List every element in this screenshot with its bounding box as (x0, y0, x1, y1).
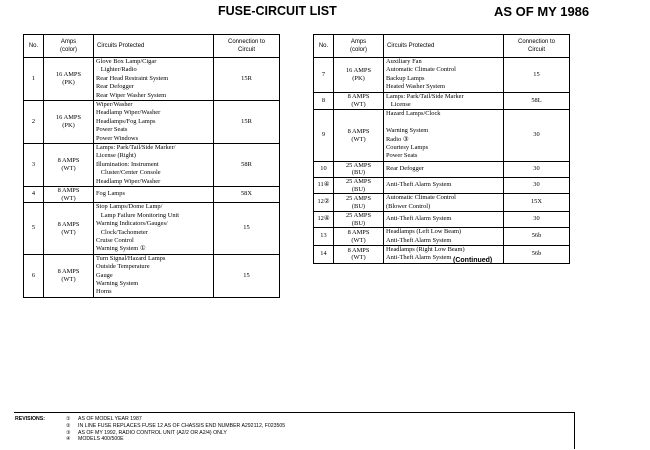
connection-to-circuit: 15R (214, 101, 280, 144)
connection-to-circuit: 15X (504, 194, 570, 212)
fuse-amps: 25 AMPS (BU) (334, 161, 384, 177)
circuit-line: Anti-Theft Alarm System (386, 215, 452, 223)
revision-text: AS OF MY 1992, RADIO CONTROL UNIT (A2/2 OR A2/4) ONLY (78, 429, 227, 436)
fuse-amps: 16 AMPS (PK) (44, 58, 94, 101)
circuits-protected (94, 101, 214, 144)
fuse-number: 12② (314, 194, 334, 212)
circuit-line: Power Seats (96, 126, 128, 134)
fuse-amps: 8 AMPS (WT) (44, 203, 94, 254)
revision-item (66, 416, 285, 423)
circuits-protected (384, 110, 504, 161)
circuit-line: Stop Lamps/Dome Lamp/ (96, 203, 163, 211)
circuit-line: Headlamps/Fog Lamps (96, 117, 156, 125)
table-header-row (24, 35, 280, 58)
circuit-line: Warning System (386, 127, 429, 135)
fuse-number: 5 (24, 203, 44, 254)
revision-text: MODELS 400/500E (78, 436, 124, 443)
connection-to-circuit: 15 (504, 58, 570, 93)
circuit-line: (Blower Control) (386, 202, 431, 210)
col-header-no: No. (24, 35, 44, 58)
circuits-protected (94, 203, 214, 254)
circuit-line: Cruise Control (96, 236, 134, 244)
table-row (314, 228, 570, 246)
col-header-no: No. (314, 35, 334, 58)
circuit-line: Warning System (96, 279, 139, 287)
table-row (314, 178, 570, 194)
table-row (314, 194, 570, 212)
revision-text: IN LINE FUSE REPLACES FUSE 12 AS OF CHASSIS END NUMBER A292112, F023505 (78, 422, 286, 429)
connection-to-circuit: 58R (214, 144, 280, 187)
fuse-amps: 16 AMPS (PK) (334, 58, 384, 93)
fuse-number: 2 (24, 101, 44, 144)
fuse-number: 9 (314, 110, 334, 161)
circuit-line: Lamps: Park/Tail/Side Marker/ (96, 144, 176, 152)
circuit-line: License (386, 101, 411, 109)
circuits-protected (384, 58, 504, 93)
circuit-line: Backup Lamps (386, 74, 425, 82)
fuse-amps: 16 AMPS (PK) (44, 101, 94, 144)
circuit-line: Gauge (96, 271, 113, 279)
circuit-line: Courtesy Lamps (386, 144, 429, 152)
revision-text: AS OF MODEL YEAR 1987 (78, 416, 142, 422)
fuse-table-right-body (314, 58, 570, 264)
circuit-line: Turn Signal/Hazard Lamps (96, 254, 166, 262)
fuse-number: 7 (314, 58, 334, 93)
circuit-line: Lamp Failure Monitoring Unit (96, 211, 180, 219)
circuit-line: Clock/Tachometer (96, 228, 148, 236)
col-header-connection: Connection to Circuit (504, 35, 570, 58)
fuse-amps: 25 AMPS (BU) (334, 194, 384, 212)
circuit-line: Headlamps (Left Low Beam) (386, 228, 462, 236)
revision-item (66, 436, 285, 443)
circuit-line: Horns (96, 288, 112, 296)
circuit-line: Headlamps (Right Low Beam) (386, 246, 465, 254)
revision-number: ① (66, 416, 71, 422)
circuit-line: Rear Defogger (386, 165, 424, 173)
fuse-number: 8 (314, 92, 334, 110)
table-row (24, 101, 280, 144)
circuit-line: Warning Indicators/Gauges/ (96, 220, 168, 228)
connection-to-circuit: 56b (504, 246, 570, 264)
revisions-list (66, 416, 285, 443)
circuit-line: Illumination: Instrument (96, 160, 159, 168)
connection-to-circuit: 15 (214, 203, 280, 254)
revisions-label: REVISIONS: (15, 416, 45, 422)
table-row (24, 203, 280, 254)
circuit-line: Power Windows (96, 134, 139, 142)
circuit-line: Anti-Theft Alarm System (386, 181, 452, 189)
connection-to-circuit: 15 (214, 254, 280, 297)
circuit-line: Warning System ① (96, 245, 146, 253)
col-header-amps: Amps (color) (334, 35, 384, 58)
col-header-connection: Connection to Circuit (214, 35, 280, 58)
revision-number: ② (66, 422, 71, 429)
circuits-protected (384, 161, 504, 177)
fuse-table-left (23, 34, 280, 298)
circuit-line: Lighter/Radio (96, 66, 137, 74)
circuits-protected (94, 58, 214, 101)
col-header-circuits: Circuits Protected (94, 35, 214, 58)
table-row (24, 144, 280, 187)
fuse-amps: 8 AMPS (WT) (44, 187, 94, 203)
connection-to-circuit: 30 (504, 161, 570, 177)
page-title: FUSE-CIRCUIT LIST (218, 4, 337, 18)
fuse-amps: 8 AMPS (WT) (334, 228, 384, 246)
fuse-table-right (313, 34, 570, 264)
circuit-line: Rear Head Restraint System (96, 74, 169, 82)
revision-number: ④ (66, 436, 71, 443)
connection-to-circuit: 15R (214, 58, 280, 101)
fuse-amps: 25 AMPS (BU) (334, 212, 384, 228)
circuit-line: Wiper/Washer (96, 101, 133, 109)
table-row (314, 110, 570, 161)
col-header-amps: Amps (color) (44, 35, 94, 58)
fuse-number: 12④ (314, 212, 334, 228)
connection-to-circuit: 30 (504, 110, 570, 161)
revisions-block (14, 412, 575, 449)
circuit-line (386, 119, 501, 127)
connection-to-circuit: 30 (504, 178, 570, 194)
connection-to-circuit: 30 (504, 212, 570, 228)
circuits-protected (94, 254, 214, 297)
table-row (24, 58, 280, 101)
revision-number: ③ (66, 429, 71, 436)
fuse-number: 6 (24, 254, 44, 297)
fuse-number: 10 (314, 161, 334, 177)
table-row (314, 161, 570, 177)
table-row (314, 92, 570, 110)
circuits-protected (384, 228, 504, 246)
table-row (314, 246, 570, 264)
circuit-line: Headlamp Wiper/Washer (96, 109, 161, 117)
table-row (314, 212, 570, 228)
circuit-line: Fog Lamps (96, 190, 125, 198)
circuit-line: Headlamp Wiper/Washer (96, 177, 161, 185)
table-header-row (314, 35, 570, 58)
circuit-line: Automatic Climate Control (386, 194, 456, 202)
circuit-line: License (Right) (96, 152, 136, 160)
connection-to-circuit: 58L (504, 92, 570, 110)
circuit-line: Anti-Theft Alarm System (386, 254, 452, 262)
fuse-amps: 8 AMPS (WT) (334, 92, 384, 110)
circuit-line: Power Seats (386, 152, 418, 160)
continued-label: (Continued) (453, 257, 493, 264)
circuit-line: Heated Washer System (386, 83, 445, 91)
circuit-line: Hazard Lamps/Clock (386, 110, 441, 118)
fuse-amps: 8 AMPS (WT) (334, 246, 384, 264)
circuits-protected (384, 178, 504, 194)
circuit-line: Outside Temperature (96, 263, 150, 271)
circuits-protected (384, 212, 504, 228)
fuse-amps: 8 AMPS (WT) (334, 110, 384, 161)
table-row (24, 254, 280, 297)
col-header-circuits: Circuits Protected (384, 35, 504, 58)
fuse-number: 14 (314, 246, 334, 264)
circuits-protected (94, 144, 214, 187)
circuit-line: Glove Box Lamp/Cigar (96, 58, 157, 65)
fuse-number: 1 (24, 58, 44, 101)
circuit-line: Lamps: Park/Tail/Side Marker (386, 92, 464, 100)
circuit-line: Automatic Climate Control (386, 66, 456, 74)
fuse-number: 13 (314, 228, 334, 246)
circuits-protected (94, 187, 214, 203)
fuse-table-left-body (24, 58, 280, 298)
fuse-amps: 25 AMPS (BU) (334, 178, 384, 194)
connection-to-circuit: 56b (504, 228, 570, 246)
fuse-number: 11④ (314, 178, 334, 194)
circuit-line: Radio ③ (386, 135, 409, 143)
fuse-number: 3 (24, 144, 44, 187)
table-row (314, 58, 570, 93)
revision-item (66, 430, 285, 437)
circuits-protected (384, 194, 504, 212)
fuse-amps: 8 AMPS (WT) (44, 144, 94, 187)
circuit-line: Cluster/Center Console (96, 169, 161, 177)
circuits-protected (384, 92, 504, 110)
circuit-line: Auxiliary Fan (386, 58, 422, 65)
connection-to-circuit: 58X (214, 187, 280, 203)
fuse-amps: 8 AMPS (WT) (44, 254, 94, 297)
table-row (24, 187, 280, 203)
circuit-line: Rear Wiper Washer System (96, 91, 167, 99)
fuse-number: 4 (24, 187, 44, 203)
revision-item (66, 423, 285, 430)
as-of-label: AS OF MY 1986 (494, 4, 590, 19)
circuit-line: Anti-Theft Alarm System (386, 236, 452, 244)
circuit-line: Rear Defogger (96, 83, 134, 91)
